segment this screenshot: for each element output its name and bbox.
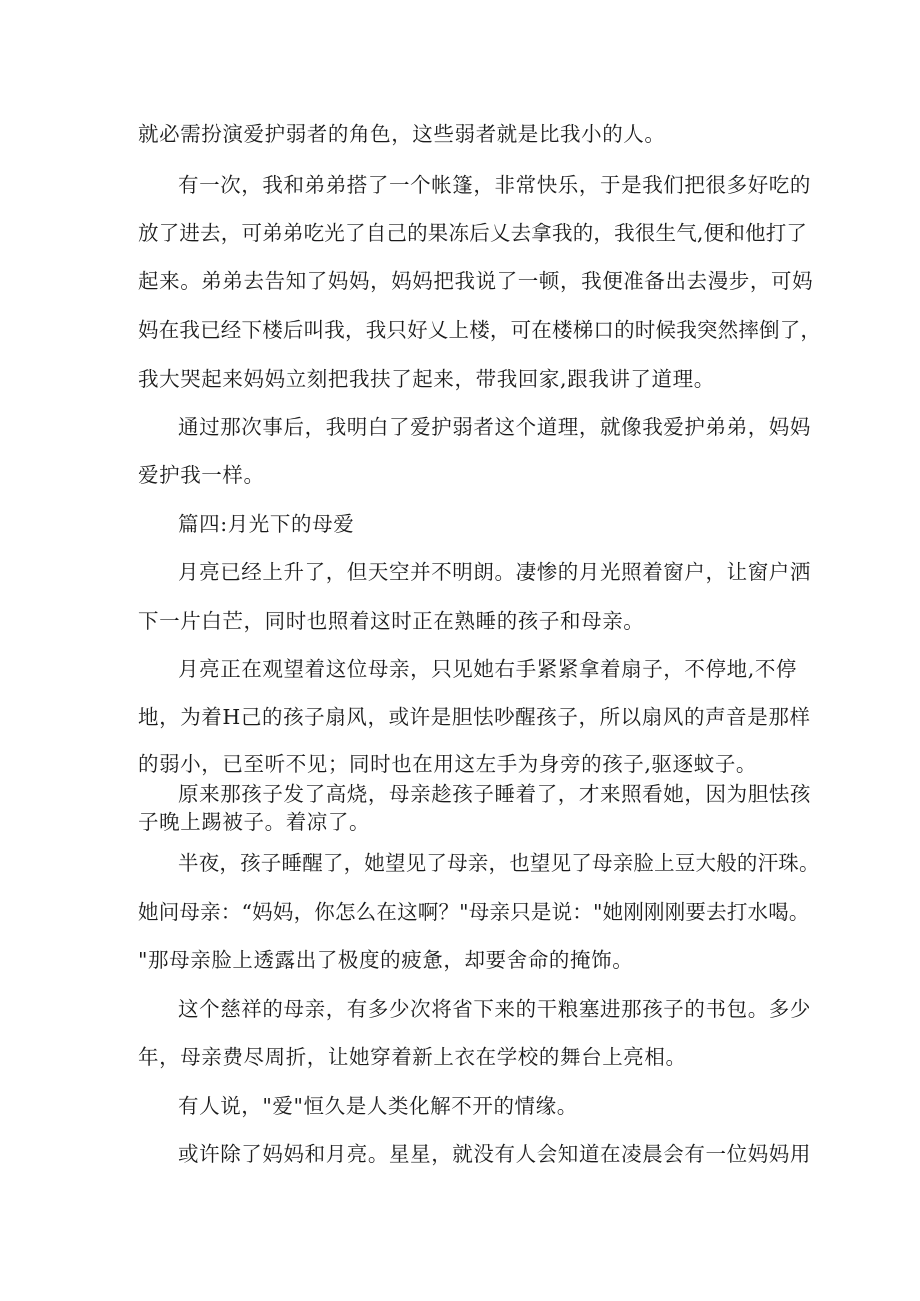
paragraph-start-line: 原来那孩子发了高烧，母亲趁孩子睡着了，才来照看她，因为胆怯孩 <box>178 782 811 806</box>
text-line: 她问母亲：“妈妈，你怎么在这啊？"母亲只是说："她刚刚刚要去打水喝。 <box>138 900 810 924</box>
paragraph-start-line: 通过那次事后，我明白了爱护弱者这个道理，就像我爱护弟弟，妈妈 <box>178 415 811 439</box>
paragraph-start-line: 半夜，孩子睡醒了，她望见了母亲，也望见了母亲脸上豆大般的汗珠。 <box>178 851 820 875</box>
paragraph-start-line: 月亮已经上升了，但天空并不明朗。凄惨的月光照着窗户，让窗户洒 <box>178 560 811 584</box>
text-line: 我大哭起来妈妈立刻把我扶了起来，带我回家,跟我讲了道理。 <box>138 367 715 391</box>
text-line: 妈在我已经下楼后叫我，我只好乂上楼，可在楼梯口的时候我突然摔倒了， <box>138 318 822 342</box>
text-line: 起来。弟弟去告知了妈妈，妈妈把我说了一顿，我便准备出去漫步，可妈 <box>138 269 814 293</box>
text-line: 下一片白芒，同时也照着这时正在熟睡的孩子和母亲。 <box>138 609 645 633</box>
paragraph-start-line: 这个慈祥的母亲，有多少次将省下来的干粮塞进那孩子的书包。多少 <box>178 997 811 1021</box>
text-line: 就必需扮演爱护弱者的角色，这些弱者就是比我小的人。 <box>138 122 666 146</box>
paragraph-start-line: 有一次，我和弟弟搭了一个帐篷，非常快乐，于是我们把很多好吃的 <box>178 173 811 197</box>
text-line: 爱护我一样。 <box>138 463 265 487</box>
paragraph-start-line: 月亮正在观望着这位母亲，只见她右手紧紧拿着扇子，不停地,不停 <box>178 657 798 681</box>
paragraph-start-line: 有人说，"爱"恒久是人类化解不开的情缘。 <box>178 1094 578 1118</box>
paragraph-start-line: 或许除了妈妈和月亮。星星，就没有人会知道在凌晨会有一位妈妈用 <box>178 1142 811 1166</box>
text-line: 地，为着H己的孩子扇风，或许是胆怯吵醒孩子，所以扇风的声音是那样 <box>138 705 811 729</box>
text-line: 年，母亲费尽周折，让她穿着新上衣在学校的舞台上亮相。 <box>138 1045 687 1069</box>
text-line: "那母亲脸上透露出了极度的疲惫，却要舍命的掩饰。 <box>138 948 634 972</box>
text-line: 放了进去，可弟弟吃光了自己的果冻后乂去拿我的，我很生气,便和他打了 <box>138 221 808 245</box>
text-line: 的弱小，已至听不见；同时也在用这左手为身旁的孩子,驱逐蚊子。 <box>138 752 758 776</box>
section-heading: 篇四:月光下的母爱 <box>178 512 355 536</box>
text-line: 子晚上踢被子。着凉了。 <box>138 810 371 834</box>
